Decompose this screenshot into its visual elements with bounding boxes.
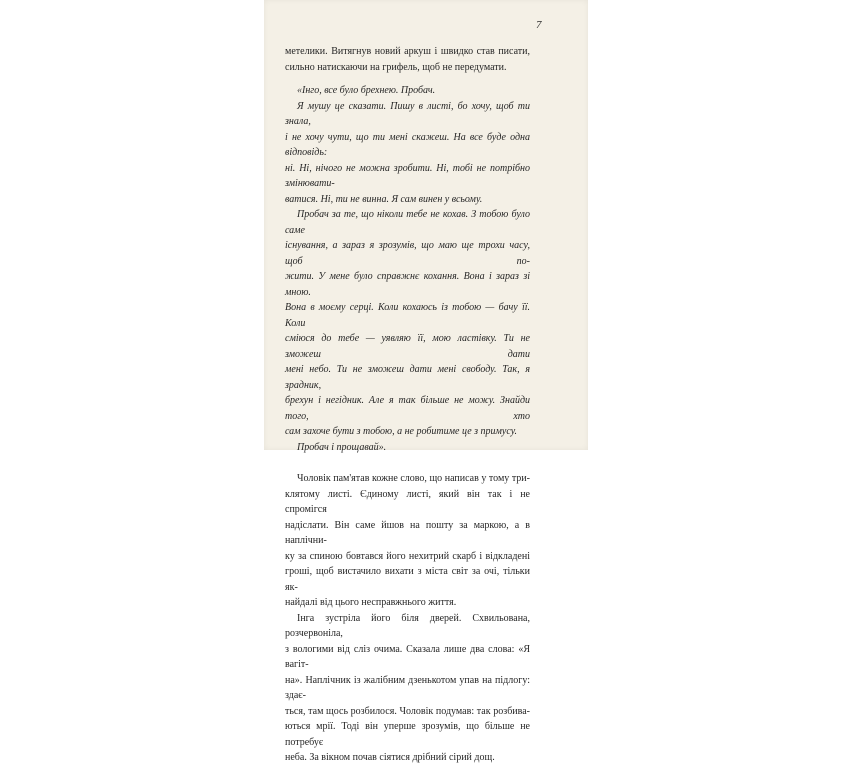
text-line: сміюся до тебе — уявляю її, мою ластівку. Ти не зможеш дати xyxy=(285,333,530,360)
text-line: найдалі від цього несправжнього життя. xyxy=(285,597,457,608)
text-line: брехун і негідник. Але я так більше не можу. Знайди того, хто xyxy=(285,395,530,422)
page-number: 7 xyxy=(536,19,542,31)
page-text xyxy=(285,44,530,766)
text-line: Я мушу це сказати. Пишу в листі, бо хочу, щоб ти знала, xyxy=(285,100,530,127)
text-line: ватися. Ні, ти не винна. Я сам винен у всьому. xyxy=(285,193,483,205)
text-line: і не хочу чути, що ти мені скажеш. На все буде одна відповідь: xyxy=(285,131,530,158)
text-line: клятому листі. Єдиному листі, який він так і не спромігся xyxy=(285,488,530,515)
text-line: на». Наплічник із жалібним дзенькотом упав на підлогу: здає- xyxy=(285,674,530,701)
text-line: Інга зустріла його біля дверей. Схвильована, розчервоніла, xyxy=(285,612,530,639)
text-line: неба. За вікном почав сіятися дрібний сірий дощ. xyxy=(285,752,495,763)
text-line: мені небо. Ти не зможеш дати мені свободу. Так, я зрадник, xyxy=(285,364,530,391)
text-line: Пробач і прощавай». xyxy=(297,441,387,453)
text-line: ні. Ні, нічого не можна зробити. Ні, тобі не потрібно змінювати- xyxy=(285,162,530,189)
paragraph-gap xyxy=(285,455,530,471)
paragraph-gap xyxy=(285,75,530,83)
text-line: Вона в моєму серці. Коли кохаюсь із тобою — бачу її. Коли xyxy=(285,302,530,329)
text-line: жити. У мене було справжнє кохання. Вона і зараз зі мною. xyxy=(285,271,530,298)
text-line: «Інго, все було брехнею. Пробач. xyxy=(297,85,436,96)
text-line: ються мрії. Тоді він уперше зрозумів, що більше не потребує xyxy=(285,721,530,748)
text-line: гроші, щоб вистачило вихати з міста світ за очі, тільки як- xyxy=(285,566,530,593)
text-line: існування, а зараз я зрозумів, що маю ще трохи часу, щоб по- xyxy=(285,240,530,267)
text-line: ться, там щось розбилося. Чоловік подумав: так розбива- xyxy=(285,705,530,717)
text-line: метелики. Витягнув новий аркуш і швидко став писати, xyxy=(285,46,530,57)
text-line: сильно натискаючи на грифель, щоб не передумати. xyxy=(285,61,507,73)
text-line: надіслати. Він саме йшов на пошту за маркою, а в наплічни- xyxy=(285,519,530,546)
text-line: Чоловік пам'ятав кожне слово, що написав у тому три- xyxy=(297,473,530,484)
text-line: сам захоче бути з тобою, а не робитиме це з примусу. xyxy=(285,426,518,437)
text-line: з вологими від сліз очима. Сказала лише два слова: «Я вагіт- xyxy=(285,643,530,670)
text-line: Пробач за те, що ніколи тебе не кохав. З тобою було саме xyxy=(285,209,530,236)
text-line: ку за спиною бовтався його нехитрий скарб і відкладені xyxy=(285,550,530,562)
